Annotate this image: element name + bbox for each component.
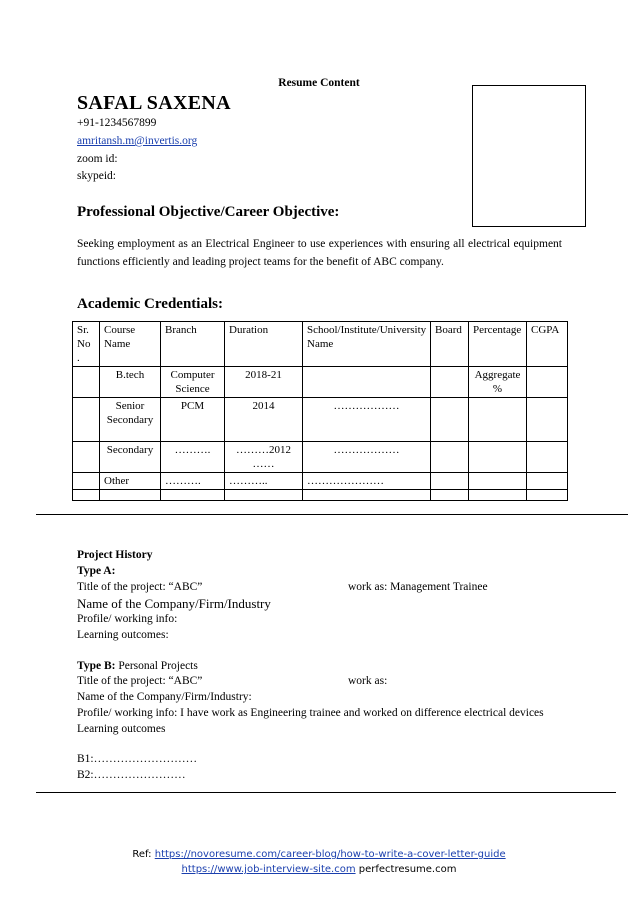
table-row [73,442,568,473]
type-b-profile: Profile/ working info: I have work as Engineering trainee and worked on difference electrical devices [77,707,544,719]
table-cell [469,398,527,442]
table-cell: Senior Secondary [100,398,161,442]
table-cell: ……….. [225,473,303,490]
table-cell [73,398,100,442]
b1-line: B1:……………………… [77,753,198,765]
header-cgpa: CGPA [527,322,568,367]
divider-line [36,514,628,515]
table-cell: PCM [161,398,225,442]
header-duration: Duration [225,322,303,367]
table-cell [527,367,568,398]
type-b-learning: Learning outcomes [77,723,166,735]
table-cell [100,490,161,501]
project-history-title: Project History [77,549,153,561]
table-cell [527,442,568,473]
ref-line-2 [0,862,638,877]
table-header-row [73,322,568,367]
table-cell: ……………… [303,398,431,442]
type-a-project-title: Title of the project: “ABC” [77,581,203,593]
email-link[interactable]: amritansh.m@invertis.org [77,135,198,147]
table-cell [73,367,100,398]
type-b-project-title: Title of the project: “ABC” [77,675,203,687]
academic-credentials-table [72,321,568,501]
table-cell: ………. [161,442,225,473]
document-heading: Resume Content [278,77,360,89]
table-row [73,490,568,501]
skype-id: skypeid: [77,170,116,182]
type-a-company: Name of the Company/Firm/Industry [77,596,271,611]
ref-link-job-interview[interactable]: https://www.job-interview-site.com [181,864,356,875]
table-cell: 2018-21 [225,367,303,398]
table-row [73,473,568,490]
objective-text: Seeking employment as an Electrical Engineer to use experiences with ensuring all electrical equipment functions efficiently and leading project teams for the benefit of ABC company. [77,238,562,268]
table-cell [527,398,568,442]
table-cell [73,442,100,473]
table-cell [303,367,431,398]
table-cell: 2014 [225,398,303,442]
divider-line [36,792,616,793]
objective-title: Professional Objective/Career Objective: [77,204,340,220]
table-cell: Other [100,473,161,490]
table-cell [469,473,527,490]
table-cell: ………………… [303,473,431,490]
table-cell [527,490,568,501]
ref-label: Ref: [132,849,155,860]
table-cell: Computer Science [161,367,225,398]
table-cell [73,473,100,490]
type-b-company: Name of the Company/Firm/Industry: [77,691,252,703]
header-course-name: Course Name [100,322,161,367]
table-cell: ………2012 …… [225,442,303,473]
header-percentage: Percentage [469,322,527,367]
academic-title: Academic Credentials: [77,296,223,312]
table-cell [431,442,469,473]
table-cell [161,490,225,501]
ref-link-novoresume[interactable]: https://novoresume.com/career-blog/how-to-write-a-cover-letter-guide [154,849,506,860]
table-cell [431,398,469,442]
type-b-label-line [77,658,198,674]
table-cell [527,473,568,490]
ref-line-1 [0,847,638,862]
table-cell: Aggregate % [469,367,527,398]
table-cell: ……………… [303,442,431,473]
type-a-profile: Profile/ working info: [77,613,178,625]
table-cell [303,490,431,501]
phone-number: +91-1234567899 [77,117,157,129]
table-cell [469,490,527,501]
table-cell [225,490,303,501]
type-a-work-as: work as: Management Trainee [348,581,488,593]
type-b-label: Type B: [77,660,116,672]
table-cell: ………. [161,473,225,490]
table-cell [469,442,527,473]
table-row [73,367,568,398]
type-a-label: Type A: [77,565,116,577]
table-cell [431,490,469,501]
table-cell: B.tech [100,367,161,398]
type-b-label-suffix: Personal Projects [115,660,198,672]
candidate-name: SAFAL SAXENA [77,92,231,114]
header-board: Board [431,322,469,367]
type-b-work-as: work as: [348,675,388,687]
table-cell [73,490,100,501]
references-block [0,847,638,877]
header-sr-no: Sr. No . [73,322,100,367]
table-cell: Secondary [100,442,161,473]
zoom-id: zoom id: [77,153,118,165]
header-branch: Branch [161,322,225,367]
ref-suffix: perfectresume.com [355,864,457,875]
table-cell [431,367,469,398]
type-a-learning: Learning outcomes: [77,629,169,641]
b2-line: B2:…………………… [77,769,186,781]
table-row [73,398,568,442]
photo-placeholder [472,85,586,227]
table-cell [431,473,469,490]
header-school-name: School/Institute/University Name [303,322,431,367]
